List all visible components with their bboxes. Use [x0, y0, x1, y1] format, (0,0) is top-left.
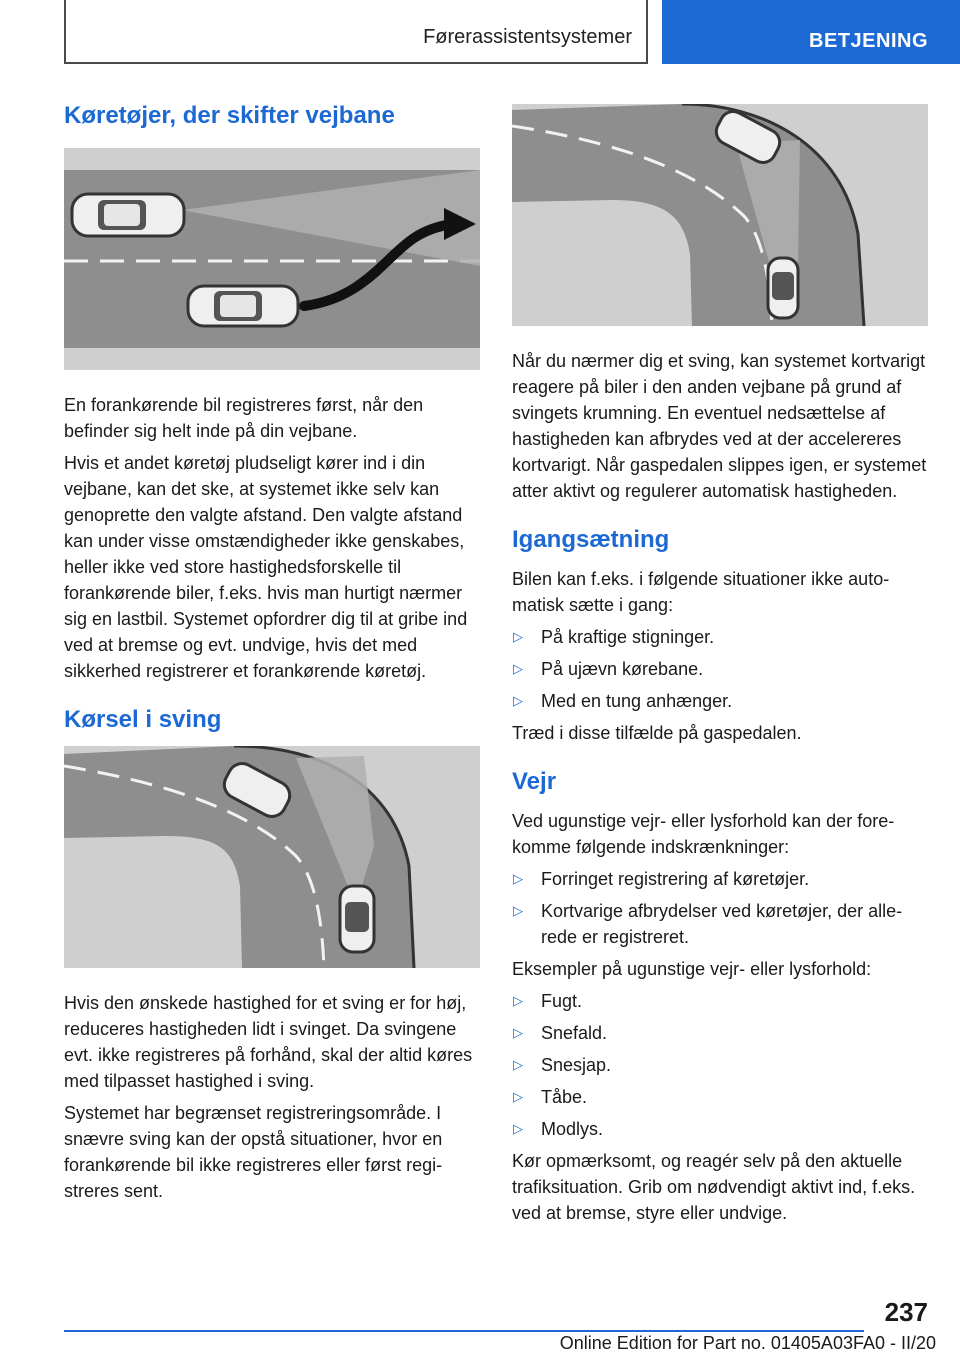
page-number: 237 [884, 1297, 928, 1327]
triangle-bullet-icon: ▷ [513, 1089, 523, 1104]
car-icon [72, 194, 184, 236]
paragraph: Kør opmærksomt, og reagér selv på den aktuelle trafiksituation. Grib om nødvendigt aktivt ind, f.eks. ved at bremse, styre eller undvige. [512, 1151, 916, 1223]
figure-lane-change [64, 148, 480, 370]
paragraph: Når du nærmer dig et sving, kan systemet kortvarigt reagere på biler i den anden vejbane på grund af svingets krumning. En eventuel nedsættelse af hastigheden kan afbrydes ved at der accelereres kortvarigt. Når gaspedalen slippes igen, er systemet atter aktivt og regulerer automatisk hastigheden. [512, 351, 927, 501]
list-item: ▷ Tåbe. [512, 1084, 928, 1110]
paragraph: Systemet har begrænset registreringsområde. I snævre sving kan der opstå situationer, hvor en forankørende bil ikke registreres eller først registreres sent. [64, 1103, 443, 1201]
paragraph: Bilen kan f.eks. i følgende situationer ikke automatisk sætte i gang: [512, 569, 890, 615]
paragraph: Hvis et andet køretøj pludseligt kører ind i din vejbane, kan det ske, at systemet ikke selv kan genoprette den valgte afstand. Den valgte afstand kan under visse omstændigheder ikke genskabes, heller ikke ved store hastighedsforskelle til forankørende biler, f.eks. hvis man hurtigt nærmer sig en lastbil. Systemet opfordrer dig til at gribe ind ved at bremse og evt. undvige, hvis det med sikkerhed registrerer et forankørende køretøj. [64, 453, 468, 681]
header-chapter-box [662, 0, 960, 64]
header-chapter-title: BETJENING [809, 30, 928, 52]
triangle-bullet-icon: ▷ [513, 693, 523, 708]
triangle-bullet-icon: ▷ [513, 903, 523, 918]
triangle-bullet-icon: ▷ [513, 1121, 523, 1136]
header-section-title: Førerassistentsystemer [423, 26, 632, 48]
heading-lane-change: Køretøjer, der skifter vejbane [64, 102, 395, 129]
heading-weather: Vejr [512, 768, 557, 795]
figure-curve-other-lane [512, 104, 928, 326]
list-item: ▷ Snesjap. [512, 1052, 928, 1078]
list-item: ▷ Kortvarige afbrydelser ved køretøjer, der allerede er registreret. [512, 898, 928, 950]
right-column [512, 104, 928, 1232]
list-item: ▷ Snefald. [512, 1020, 928, 1046]
list-weather-examples [512, 988, 928, 1142]
list-item: ▷ Forringet registrering af køretøjer. [512, 866, 928, 892]
footer-divider [64, 1330, 864, 1332]
car-icon [340, 886, 374, 952]
triangle-bullet-icon: ▷ [513, 661, 523, 676]
paragraph: Hvis den ønskede hastighed for et sving er for høj, reduceres hastigheden lidt i svinget. Da svingene evt. ikke registreres på forhånd, skal der altid køres med tilpasset hastighed i sving. [64, 993, 473, 1091]
figure-curve-driving [64, 746, 480, 968]
left-column [64, 100, 480, 1210]
header-section-box [64, 0, 648, 64]
list-starting-situations [512, 624, 928, 714]
triangle-bullet-icon: ▷ [513, 629, 523, 644]
triangle-bullet-icon: ▷ [513, 1057, 523, 1072]
list-weather-limitations [512, 866, 928, 950]
list-item: ▷ På ujævn kørebane. [512, 656, 928, 682]
paragraph: Ved ugunstige vejr- eller lysforhold kan der forekomme følgende indskrænkninger: [512, 811, 895, 857]
list-item: ▷ Modlys. [512, 1116, 928, 1142]
car-icon [188, 286, 298, 326]
list-item: ▷ Fugt. [512, 988, 928, 1014]
heading-curve-driving: Kørsel i sving [64, 706, 222, 733]
paragraph: En forankørende bil registreres først, når den befinder sig helt inde på din vejbane. [64, 395, 424, 441]
list-item: ▷ Med en tung anhænger. [512, 688, 928, 714]
paragraph: Eksempler på ugunstige vejr- eller lysforhold: [512, 959, 872, 979]
car-icon [768, 258, 798, 318]
heading-starting: Igangsætning [512, 526, 670, 553]
footer-edition: Online Edition for Part no. 01405A03FA0 - II/20 [559, 1333, 936, 1353]
list-item: ▷ På kraftige stigninger. [512, 624, 928, 650]
triangle-bullet-icon: ▷ [513, 1025, 523, 1040]
triangle-bullet-icon: ▷ [513, 871, 523, 886]
paragraph: Træd i disse tilfælde på gaspedalen. [512, 723, 802, 743]
triangle-bullet-icon: ▷ [513, 993, 523, 1008]
